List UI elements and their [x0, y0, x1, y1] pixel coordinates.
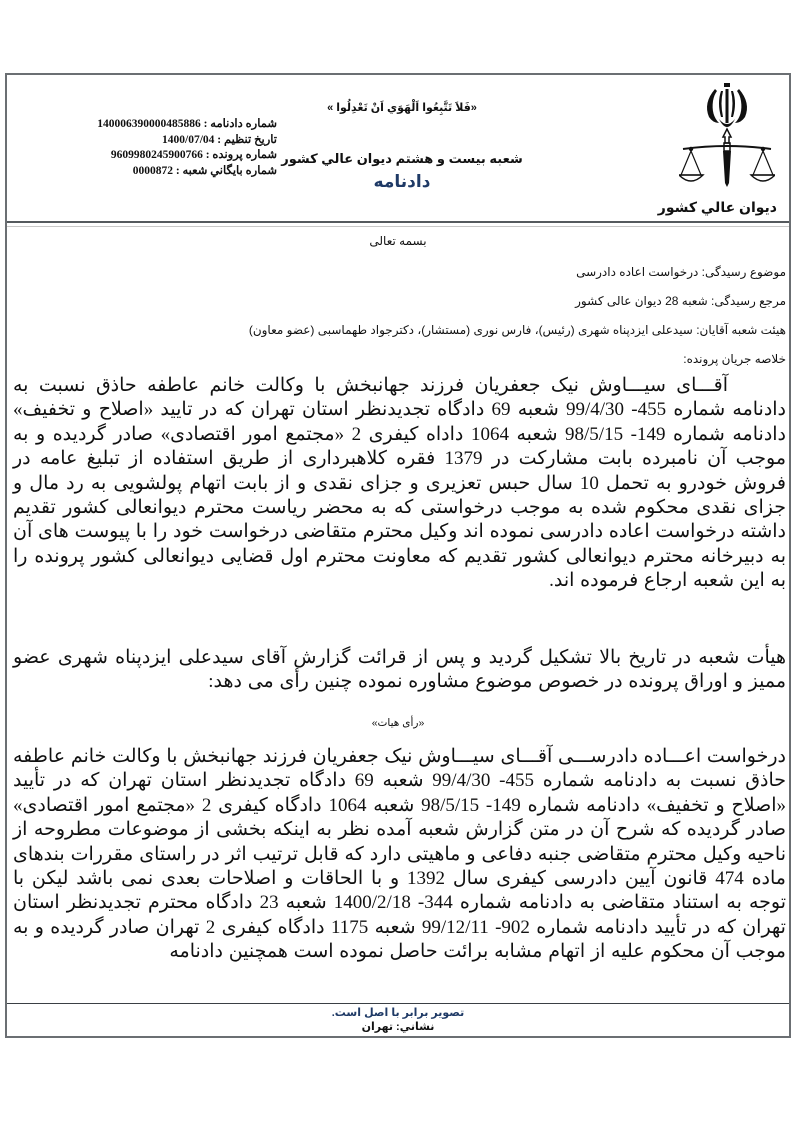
archive-number-row — [67, 164, 277, 180]
case-summary-paragraph: آقـــای سیـــاوش نیک جعفریان فرزند جهانبخش با وکالت خانم عاطفه حاذق نسبت به دادنامه شماره 455- 99/4/30 شعبه 69 دادگاه تجدیدنظر استان تهران که در تایید «اصلاح و تخفیف» دادنامه شماره 149- 98/5/15 شعبه 1064 داداه کیفری 2 «مجتمع امور اقتصادی» صادر گردیده و به موجب آن نامبرده بابت مشارکت در 1379 فقره کلاهبرداری از طریق استفاده از تبلیغ عامه در فروش خودرو به تحمل 10 سال حبس تعزیری و جزای نقدی و از بابت اتهام پولشویی به رد مال و جزای نقدی محکوم شده به موجب درخواستی که به محضر ریاست محترم دیوانعالی کشور تقدیم داشته درخواست اعاده دادرسی نموده اند وکیل محترم متقاضی درخواست خود را با پیوست های آن به دبیرخانه محترم دیوانعالی کشور تقدیم که معاونت محترم اول قضایی دیوانعالی کشور پرونده را به این شعبه ارجاع فرموده اند. — [13, 375, 787, 592]
issue-date-label: تاريخ تنظيم : — [217, 133, 277, 146]
archive-number-label: شماره بايگاني شعبه : — [175, 164, 277, 177]
branch-panel: هیئت شعبه آقایان: سیدعلی ایزدپناه شهری (رئیس)، فارس نوری (مستشار)، دکترجواد طهماسبی (عضو معاون) — [248, 323, 786, 337]
issue-date-value: 1400/07/04 — [162, 133, 215, 146]
verdict-number-label: شماره دادنامه : — [203, 118, 277, 130]
case-number-value: 9609980245900766 — [110, 149, 203, 161]
issue-date-row — [67, 133, 277, 149]
document-header — [7, 75, 789, 223]
bismillah-heading: بسمه تعالی — [369, 234, 427, 248]
case-number-label: شماره پرونده : — [205, 149, 277, 161]
panel-deliberation-paragraph: هیأت شعبه در تاریخ بالا تشکیل گردید و پس از قرائت گزارش آقای سیدعلی ایزدپناه شهری عضو ممیز و اوراق پرونده در خصوص موضوع مشاوره نموده چنین رأی می دهد: — [13, 647, 786, 693]
document-frame — [5, 73, 791, 1038]
verdict-number-row — [67, 117, 277, 133]
review-subject: موضوع رسیدگی: درخواست اعاده دادرسی — [576, 265, 786, 279]
iran-judiciary-emblem-icon — [679, 83, 775, 193]
quran-verse: «فَلاَ تَتَّبِعُوا اَلْهَوَي اَنْ تَعْدِلُوا » — [327, 102, 477, 114]
address-line: نشاني: تهران — [361, 1021, 435, 1033]
archive-number-value: 0000872 — [132, 164, 173, 177]
document-footer — [7, 1005, 789, 1038]
document-body — [7, 227, 789, 1004]
branch-name: شعبه بيست و هشتم ديوان عالي كشور — [281, 151, 523, 166]
case-number-row — [67, 148, 277, 164]
document-title: دادنامه — [373, 172, 431, 191]
verdict-paragraph: درخواست اعـــاده دادرســـی آقـــای سیـــاوش نیک جعفریان فرزند جهانبخش با وکالت خانم عاطفه حاذق نسبت به دادنامه شماره 455- 99/4/30 شعبه 69 دادگاه تجدیدنظر استان تهران که در تأیید «اصلاح و تخفیف» دادنامه شماره 149- 98/5/15 شعبه 1064 دادگاه کیفری 2 «مجتمع امور اقتصادی» صادر گردیده که شرح آن در متن گزارش شعبه آمده نظر به اینکه بخشی از موضوعات مطروحه از ناحیه وکیل محترم متقاضی جنبه دفاعی و ماهیتی دارد که قابل ترتیب اثر در راستای مقررات بندهای ماده 474 قانون آیین دادرسی کیفری سال 1392 و با الحاقات و اصلاحات بعدی نمی باشد لیکن با توجه به استناد متقاضی به دادنامه شماره 344- 1400/2/18 شعبه 23 دادگاه محترم تجدیدنظر استان تهران که در تأیید دادنامه شماره 902- 99/12/11 شعبه 1175 دادگاه کیفری 2 تهران صادر گردیده و به موجب آن محکوم علیه از اتهام مشابه برائت حاصل نموده است همچنین دادنامه — [13, 746, 787, 963]
certification-note: تصوير برابر با اصل است. — [331, 1007, 465, 1019]
document-metadata — [67, 117, 277, 179]
case-summary-label: خلاصه جریان پرونده: — [683, 352, 786, 366]
review-reference: مرجع رسیدگی: شعبه 28 دیوان عالی کشور — [575, 294, 786, 308]
court-name-label: ديوان عالي كشور — [657, 199, 777, 215]
verdict-heading: «رأی هیات» — [371, 717, 425, 729]
verdict-number-value: 140006390000485886 — [97, 118, 201, 130]
